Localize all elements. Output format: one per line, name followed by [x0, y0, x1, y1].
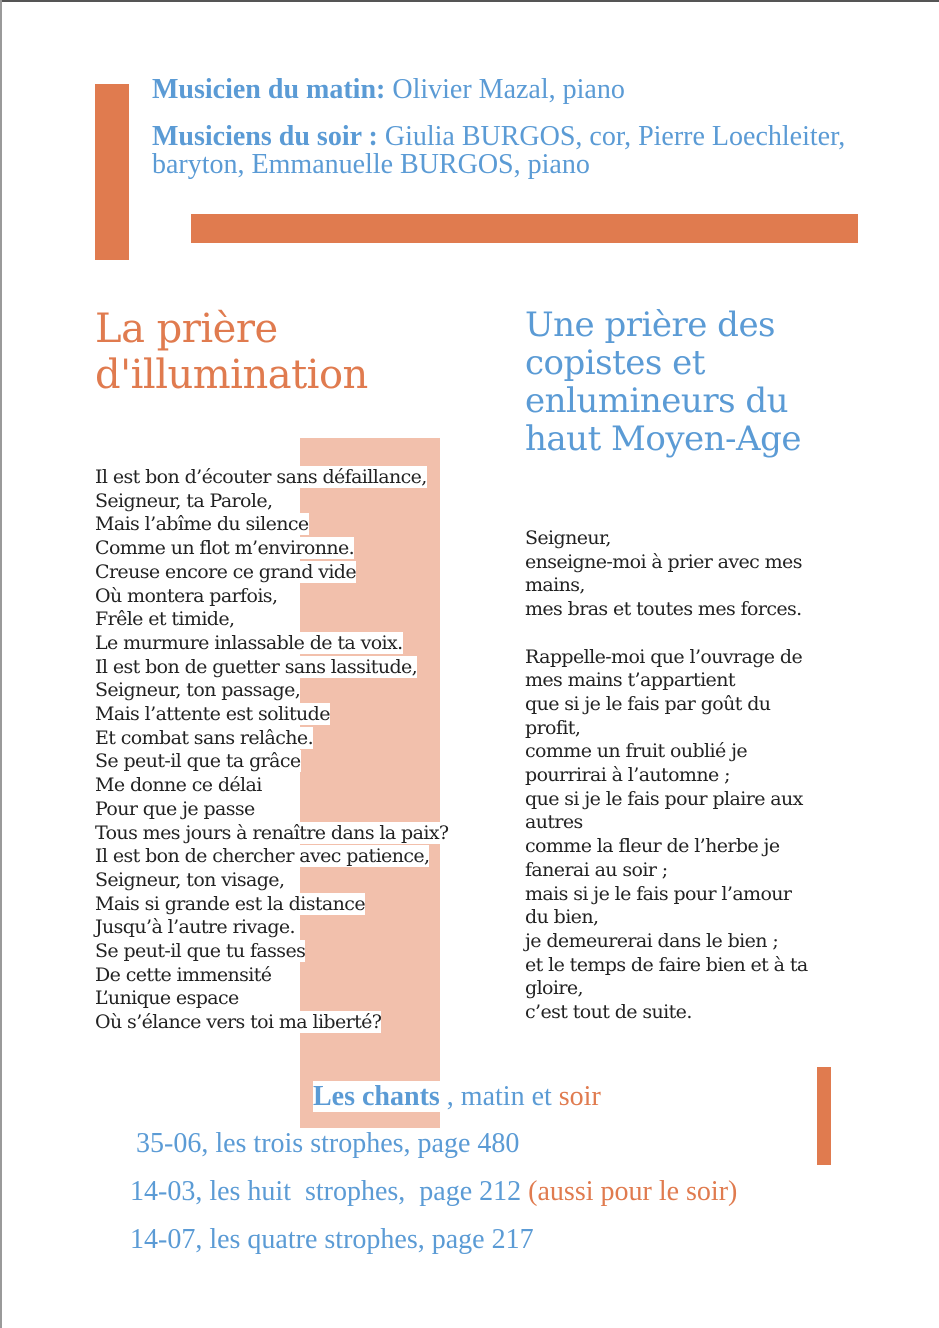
poem-line: profit,	[525, 716, 581, 739]
chants-heading-bold: Les chants	[313, 1081, 440, 1112]
evening-musicians	[152, 123, 852, 179]
chant-item: 35-06, les trois strophes, page 480	[136, 1128, 520, 1159]
poem-line: Et combat sans relâche.	[95, 726, 314, 749]
poem-line: Rappelle-moi que l’ouvrage de	[525, 645, 803, 668]
left-prayer-title	[95, 306, 495, 398]
poem-line: Se peut-il que ta grâce	[95, 750, 301, 773]
left-title-line: La prière	[95, 306, 278, 352]
poem-line: Où s’élance vers toi ma liberté?	[95, 1011, 382, 1034]
decorative-orange-vertical-bar-top	[95, 84, 129, 260]
chant-item: 14-07, les quatre strophes, page 217	[130, 1224, 534, 1255]
poem-line: du bien,	[525, 906, 599, 929]
poem-line: Seigneur, ton passage,	[95, 679, 301, 702]
poem-line: Se peut-il que tu fasses	[95, 940, 306, 963]
right-title-line: copistes et	[525, 343, 705, 383]
poem-line: comme la fleur de l’herbe je	[525, 835, 780, 858]
morning-musician	[152, 76, 852, 104]
page-top-border	[0, 0, 939, 2]
right-prayer-title	[525, 306, 865, 458]
poem-line: mes bras et toutes mes forces.	[525, 598, 802, 621]
poem-line: Mais si grande est la distance	[95, 892, 365, 915]
page-left-border	[0, 0, 2, 1328]
poem-line: Tous mes jours à renaître dans la paix?	[95, 821, 449, 844]
poem-line: pourrirai à l’automne ;	[525, 764, 730, 787]
poem-line: Pour que je passe	[95, 797, 255, 820]
poem-line: fanerai au soir ;	[525, 858, 668, 881]
poem-line: et le temps de faire bien et à ta	[525, 953, 808, 976]
poem-line: Seigneur,	[525, 527, 611, 549]
chants-heading	[313, 1080, 601, 1114]
evening-musicians-label: Musiciens du soir :	[152, 121, 378, 152]
poem-blank-line	[525, 622, 855, 646]
poem-line: Le murmure inlassable de ta voix.	[95, 631, 403, 654]
poem-line: mais si je le fais pour l’amour	[525, 882, 792, 905]
poem-line: Seigneur, ton visage,	[95, 868, 285, 891]
poem-line: Où montera parfois,	[95, 584, 278, 607]
evening-musicians-value: Giulia BURGOS, cor, Pierre Loechleiter, baryton, Emmanuelle BURGOS, piano	[152, 121, 846, 180]
morning-musician-label: Musicien du matin:	[152, 74, 386, 105]
poem-line: mes mains t’appartient	[525, 669, 735, 692]
poem-line: Il est bon de chercher avec patience,	[95, 845, 430, 868]
poem-line: Seigneur, ta Parole,	[95, 489, 273, 512]
left-prayer-text	[95, 466, 525, 1035]
chants-heading-mid: , matin et	[439, 1081, 559, 1112]
poem-line: Mais l’attente est solitude	[95, 703, 330, 726]
poem-line: Comme un flot m’environne.	[95, 537, 355, 560]
poem-line: que si je le fais pour plaire aux	[525, 787, 803, 810]
right-title-line: enlumineurs du	[525, 381, 788, 421]
poem-line: enseigne-moi à prier avec mes	[525, 550, 802, 573]
chants-heading-evening: soir	[558, 1081, 601, 1112]
chant-note: (aussi pour le soir)	[528, 1176, 738, 1207]
poem-line: que si je le fais par goût du	[525, 692, 771, 715]
right-title-line: haut Moyen-Age	[525, 419, 801, 459]
morning-musician-value: Olivier Mazal, piano	[385, 74, 625, 105]
poem-line: Creuse encore ce grand vide	[95, 560, 357, 583]
poem-line: gloire,	[525, 977, 583, 1000]
chant-item: 14-03, les huit strophes, page 212 (aussi pour le soir)	[130, 1176, 738, 1207]
poem-line: c’est tout de suite.	[525, 1001, 692, 1024]
poem-line: Il est bon de guetter sans lassitude,	[95, 655, 418, 678]
left-title-line: d'illumination	[95, 352, 368, 398]
poem-line: Jusqu’à l’autre rivage.	[95, 916, 295, 939]
poem-line: Mais l’abîme du silence	[95, 513, 309, 536]
poem-line: De cette immensité	[95, 963, 272, 986]
poem-line: Il est bon d’écouter sans défaillance,	[95, 466, 427, 488]
poem-line: L’unique espace	[95, 987, 239, 1010]
poem-line: Frêle et timide,	[95, 608, 235, 631]
decorative-orange-horizontal-bar	[191, 214, 858, 243]
musicians-section	[152, 76, 852, 198]
poem-line: comme un fruit oublié je	[525, 740, 748, 763]
poem-line: autres	[525, 811, 583, 834]
right-title-line: Une prière des	[525, 305, 776, 345]
poem-line: je demeurerai dans le bien ;	[525, 929, 779, 952]
poem-line: mains,	[525, 574, 585, 597]
right-prayer-text	[525, 527, 855, 1025]
poem-line: Me donne ce délai	[95, 774, 262, 797]
decorative-orange-vertical-bar-bottom	[817, 1067, 831, 1165]
